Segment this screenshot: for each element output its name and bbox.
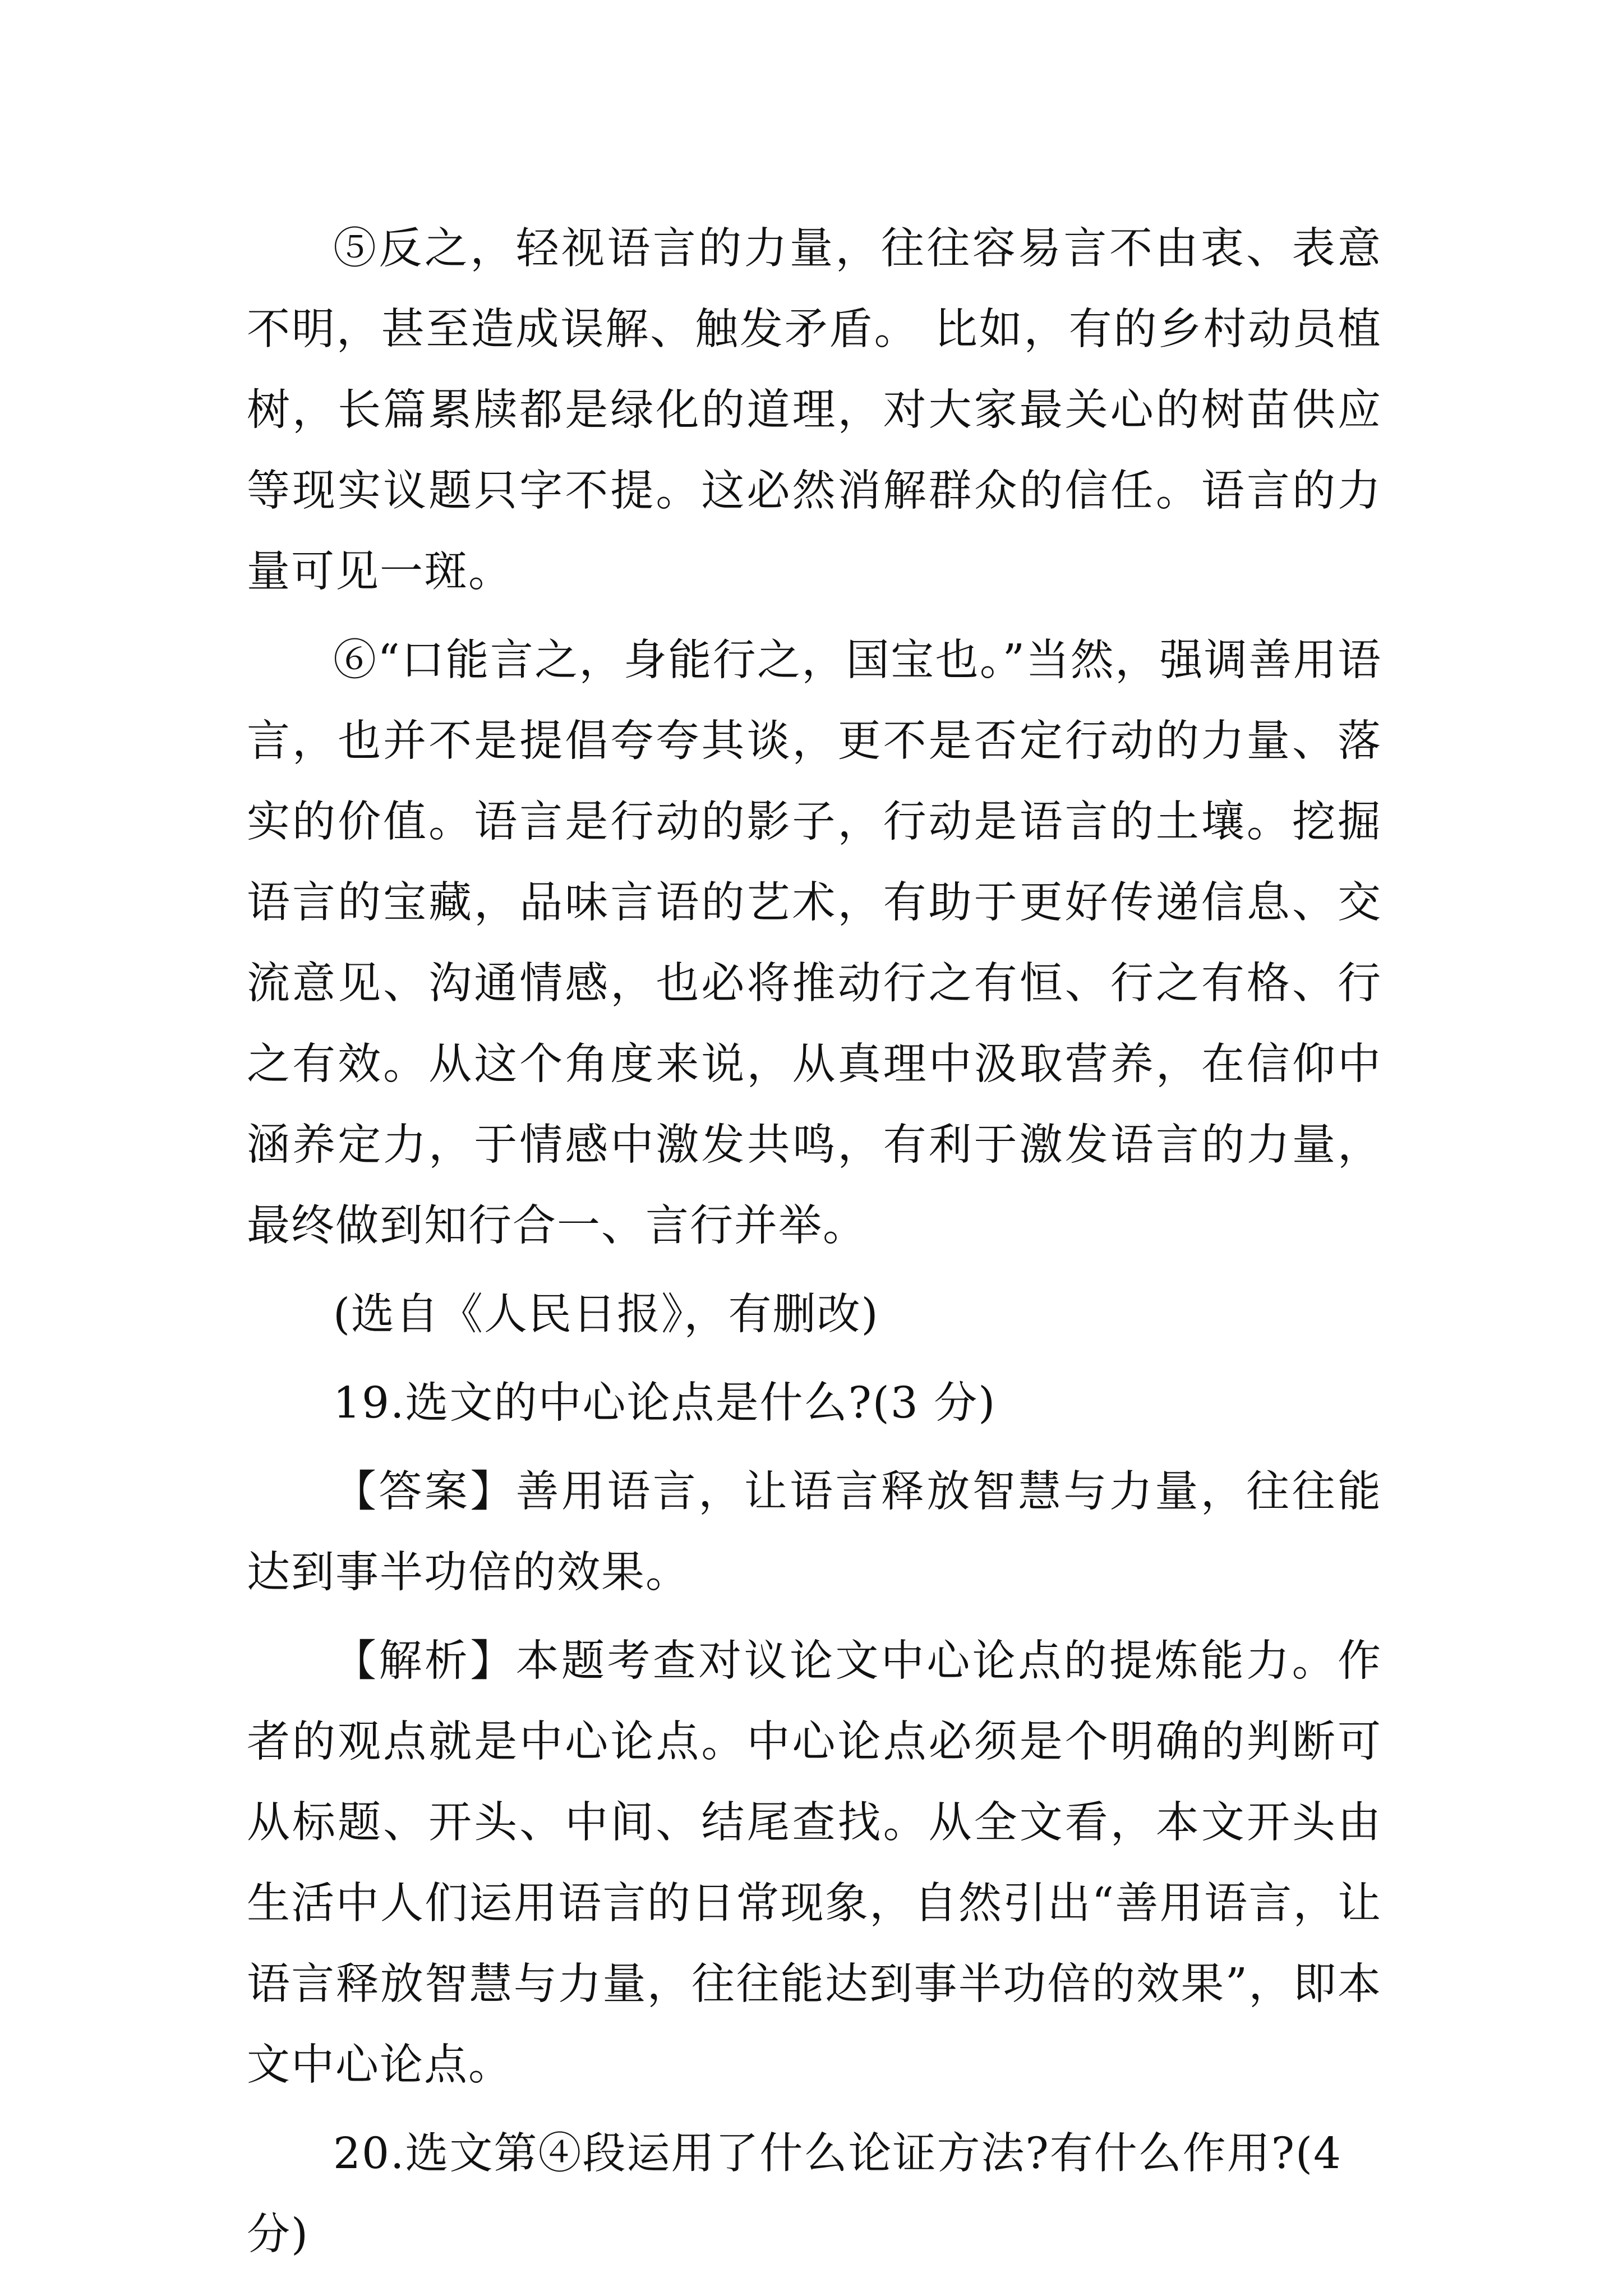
- question-19: 19.选文的中心论点是什么?(3 分): [333, 1378, 997, 1428]
- source-citation: (选自《人民日报》，有删改): [333, 1290, 879, 1340]
- question-19-analysis: 【解析】本题考查对议论文中心论点的提炼能力。作者的观点就是中心论点。中心论点必须是个明确的判断可从标题、开头、中间、结尾查找。从全文看，本文开头由生活中人们运用语言的日常现象，自然引出“善用语言，让语言释放智慧与力量，往往能达到事半功倍的效果”，即本文中心论点。: [247, 1636, 1382, 2090]
- question-20: 20.选文第④段运用了什么论证方法?有什么作用?(4 分): [247, 2129, 1343, 2260]
- document-page: [247, 209, 1382, 2283]
- paragraph-5: ⑤反之，轻视语言的力量，往往容易言不由衷、表意不明，甚至造成误解、触发矛盾。 比如，有的乡村动员植树，长篇累牍都是绿化的道理，对大家最关心的树苗供应等现实议题只字不提。这必然消解群众的信任。语言的力量可见一斑。: [247, 224, 1382, 597]
- paragraph-6: ⑥“口能言之，身能行之，国宝也。”当然，强调善用语言，也并不是提倡夸夸其谈，更不是否定行动的力量、落实的价值。语言是行动的影子，行动是语言的土壤。挖掘语言的宝藏，品味言语的艺术，有助于更好传递信息、交流意见、沟通情感，也必将推动行之有恒、行之有格、行之有效。从这个角度来说，从真理中汲取营养，在信仰中涵养定力，于情感中激发共鸣，有利于激发语言的力量，最终做到知行合一、言行并举。: [247, 636, 1382, 1251]
- question-19-answer: 【答案】善用语言，让语言释放智慧与力量，往往能达到事半功倍的效果。: [247, 1467, 1382, 1598]
